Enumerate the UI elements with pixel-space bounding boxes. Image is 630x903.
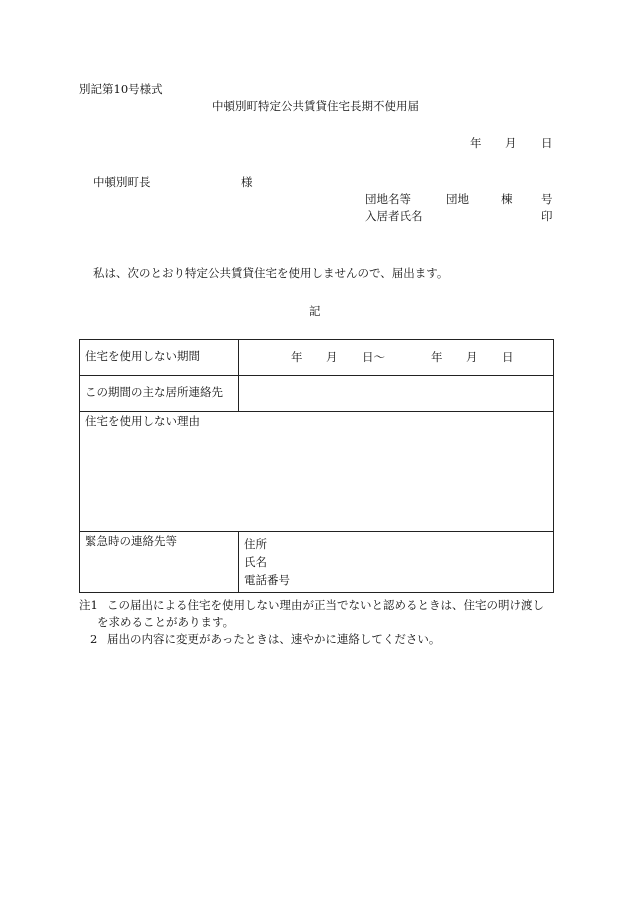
period-to-month: 月 <box>466 350 478 364</box>
contact-value-cell[interactable] <box>239 376 554 412</box>
period-from-year: 年 <box>291 350 303 364</box>
notification-table <box>79 339 554 593</box>
ki-heading: 記 <box>309 304 321 318</box>
period-label-cell <box>80 340 239 376</box>
period-row <box>80 340 554 376</box>
statement: 私は、次のとおり特定公共賃貸住宅を使用しませんので、届出ます。 <box>93 266 449 280</box>
period-value-cell[interactable] <box>239 340 554 376</box>
addressee-name: 中頓別町長 <box>93 175 151 189</box>
period-from-month: 月 <box>326 350 338 364</box>
note2-text: 届出の内容に変更があったときは、速やかに連絡してください。 <box>107 632 441 646</box>
complex-unit: 団地 <box>446 192 469 206</box>
addressee-honorific: 様 <box>241 175 253 189</box>
contact-label: この期間の主な居所連絡先 <box>85 385 223 399</box>
date-year: 年 <box>470 136 482 150</box>
resident-label: 入居者氏名 <box>365 209 423 223</box>
emergency-label-cell <box>80 532 239 593</box>
emergency-value-cell[interactable] <box>239 532 554 593</box>
period-from-day: 日〜 <box>362 350 385 364</box>
reason-row <box>80 412 554 532</box>
form-number: 別記第10号様式 <box>79 82 163 96</box>
emergency-row <box>80 532 554 593</box>
period-to-day: 日 <box>502 350 514 364</box>
note1-prefix: 注1 <box>79 598 98 612</box>
period-label: 住宅を使用しない期間 <box>85 349 200 363</box>
room-unit: 号 <box>541 192 553 206</box>
seal-mark: 印 <box>541 209 553 223</box>
contact-label-cell <box>80 376 239 412</box>
reason-label: 住宅を使用しない理由 <box>85 414 200 428</box>
date-day: 日 <box>541 136 553 150</box>
note1-line2: を求めることがあります。 <box>97 615 235 629</box>
emergency-address-label: 住所 <box>244 537 267 551</box>
contact-row <box>80 376 554 412</box>
emergency-phone-label: 電話番号 <box>244 573 290 587</box>
note1-line1: この届出による住宅を使用しない理由が正当でないと認めるときは、住宅の明け渡し <box>107 598 544 612</box>
reason-cell[interactable] <box>80 412 554 532</box>
emergency-name-label: 氏名 <box>244 555 267 569</box>
building-unit: 棟 <box>501 192 513 206</box>
emergency-label: 緊急時の連絡先等 <box>85 534 177 548</box>
period-to-year: 年 <box>431 350 443 364</box>
date-month: 月 <box>505 136 517 150</box>
form-title: 中頓別町特定公共賃貸住宅長期不使用届 <box>212 99 419 113</box>
complex-label: 団地名等 <box>365 192 411 206</box>
note2-prefix: 2 <box>90 632 98 646</box>
